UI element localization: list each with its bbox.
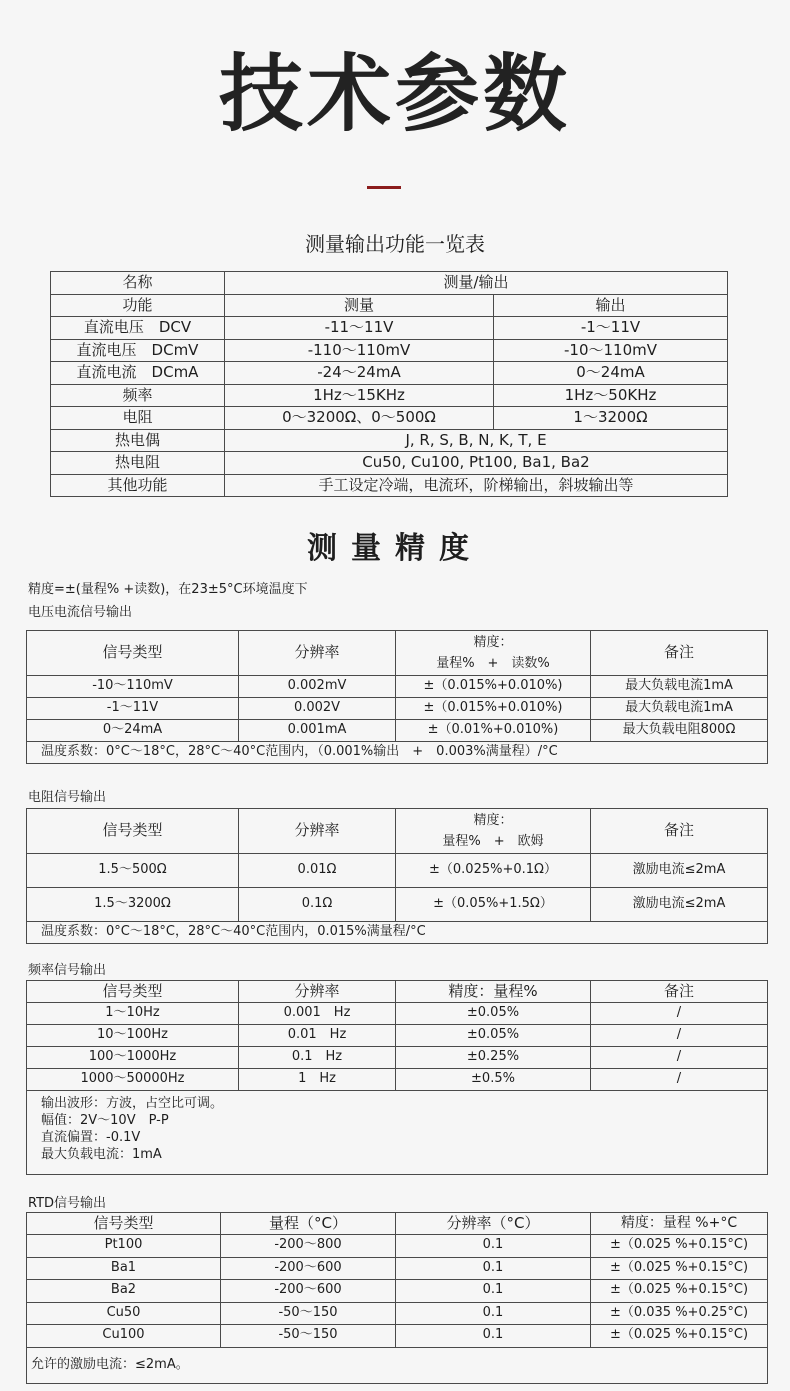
cell: ±0.5% — [396, 1069, 591, 1091]
cell: 1～3200Ω — [494, 407, 728, 430]
header-type: 信号类型 — [27, 981, 239, 1003]
voltage-current-table — [26, 630, 768, 764]
cell: 激励电流≤2mA — [591, 888, 768, 922]
table-row — [51, 407, 728, 430]
table-row — [27, 1347, 768, 1383]
resistance-label: 电阻信号输出 — [28, 790, 107, 805]
accuracy-formula: 精度=±(量程% +读数)，在23±5°C环境温度下 — [28, 582, 308, 597]
cell: 热电偶 — [51, 429, 225, 452]
cell: -50～150 — [221, 1302, 396, 1325]
header-resolution: 分辨率（°C） — [396, 1213, 591, 1235]
cell: ±（0.025%+0.1Ω） — [396, 854, 591, 888]
table-row — [27, 1069, 768, 1091]
table-row — [27, 922, 768, 944]
header-resolution: 分辨率 — [239, 981, 396, 1003]
cell: -11～11V — [225, 317, 494, 340]
cell: 0.1 — [396, 1235, 591, 1258]
table-row — [27, 698, 768, 720]
cell: 100～1000Hz — [27, 1047, 239, 1069]
table-row — [27, 981, 768, 1003]
table-row — [27, 676, 768, 698]
frequency-label: 频率信号输出 — [28, 963, 107, 978]
cell: 0.001mA — [239, 720, 396, 742]
cell: 电阻 — [51, 407, 225, 430]
cell: 0～24mA — [494, 362, 728, 385]
cell: ±（0.015%+0.010%) — [396, 698, 591, 720]
cell: 激励电流≤2mA — [591, 854, 768, 888]
cell: -1～11V — [494, 317, 728, 340]
cell: -200～800 — [221, 1235, 396, 1258]
cell: Cu50, Cu100, Pt100, Ba1, Ba2 — [225, 452, 728, 475]
cell: Cu100 — [27, 1325, 221, 1348]
function-table — [50, 271, 728, 497]
cell: ±0.05% — [396, 1003, 591, 1025]
header-type: 信号类型 — [27, 809, 239, 854]
cell: 直流电流 DCmA — [51, 362, 225, 385]
cell: -10～110mV — [27, 676, 239, 698]
cell: 0.01Ω — [239, 854, 396, 888]
cell: 1～10Hz — [27, 1003, 239, 1025]
cell: 其他功能 — [51, 474, 225, 497]
cell: / — [591, 1003, 768, 1025]
cell: 0～3200Ω、0～500Ω — [225, 407, 494, 430]
cell: 0.1 — [396, 1257, 591, 1280]
cell: 0.1 — [396, 1302, 591, 1325]
table-row — [51, 452, 728, 475]
header-name: 名称 — [51, 272, 225, 295]
excitation-current-note: 允许的激励电流：≤2mA。 — [27, 1347, 768, 1383]
header-output: 输出 — [494, 294, 728, 317]
rtd-table — [26, 1212, 768, 1384]
cell: -1～11V — [27, 698, 239, 720]
cell: 频率 — [51, 384, 225, 407]
cell: 最大负载电阻800Ω — [591, 720, 768, 742]
cell: 1 Hz — [239, 1069, 396, 1091]
table-row — [27, 1213, 768, 1235]
table-row — [27, 1003, 768, 1025]
temperature-coefficient: 温度系数：0°C～18°C，28°C～40°C范围内，（0.001%输出 + 0.003%满量程）/°C — [27, 742, 768, 764]
cell: ±（0.025 %+0.15°C) — [591, 1325, 768, 1348]
accuracy-title: 测量精度 — [307, 531, 483, 566]
header-resolution: 分辨率 — [239, 809, 396, 854]
cell: 0.01 Hz — [239, 1025, 396, 1047]
table-row — [27, 809, 768, 854]
cell: Ba2 — [27, 1280, 221, 1303]
cell: / — [591, 1025, 768, 1047]
table-row — [27, 1047, 768, 1069]
cell: 0.1Ω — [239, 888, 396, 922]
cell: -200～600 — [221, 1257, 396, 1280]
header-measure-output: 测量/输出 — [225, 272, 728, 295]
header-accuracy: 精度：量程% — [396, 981, 591, 1003]
cell: 1.5～3200Ω — [27, 888, 239, 922]
table-row — [51, 272, 728, 295]
cell: Pt100 — [27, 1235, 221, 1258]
table-row — [51, 384, 728, 407]
header-range: 量程（°C） — [221, 1213, 396, 1235]
table-row — [27, 1091, 768, 1175]
table-row — [27, 631, 768, 676]
header-accuracy: 精度： 量程% + 读数% — [396, 631, 591, 676]
cell: 0.002V — [239, 698, 396, 720]
cell: 1000～50000Hz — [27, 1069, 239, 1091]
rtd-label: RTD信号输出 — [28, 1196, 107, 1211]
voltage-current-label: 电压电流信号输出 — [28, 605, 133, 620]
cell: 10～100Hz — [27, 1025, 239, 1047]
page-title: 技术参数 — [218, 45, 571, 143]
cell: ±0.25% — [396, 1047, 591, 1069]
table-row — [27, 742, 768, 764]
cell: 0.1 — [396, 1325, 591, 1348]
output-waveform-notes: 输出波形：方波，占空比可调。 幅值：2V～10V P-P 直流偏置：-0.1V 最大负载电流：1mA — [27, 1091, 768, 1175]
table-row — [51, 339, 728, 362]
cell: ±（0.025 %+0.15°C) — [591, 1280, 768, 1303]
cell: 直流电压 DCmV — [51, 339, 225, 362]
cell: 1Hz～50KHz — [494, 384, 728, 407]
table-row — [27, 1302, 768, 1325]
cell: 1.5～500Ω — [27, 854, 239, 888]
cell: -200～600 — [221, 1280, 396, 1303]
table-row — [27, 1235, 768, 1258]
table-row — [27, 1025, 768, 1047]
cell: 热电阻 — [51, 452, 225, 475]
table-row — [27, 854, 768, 888]
cell: Ba1 — [27, 1257, 221, 1280]
table-row — [51, 362, 728, 385]
table-row — [51, 429, 728, 452]
frequency-table — [26, 980, 768, 1175]
cell: 最大负载电流1mA — [591, 676, 768, 698]
cell: ±（0.025 %+0.15°C) — [591, 1235, 768, 1258]
cell: ±0.05% — [396, 1025, 591, 1047]
cell: 0.1 — [396, 1280, 591, 1303]
header-function: 功能 — [51, 294, 225, 317]
cell: -10～110mV — [494, 339, 728, 362]
header-measure: 测量 — [225, 294, 494, 317]
cell: J, R, S, B, N, K, T, E — [225, 429, 728, 452]
header-accuracy: 精度： 量程% + 欧姆 — [396, 809, 591, 854]
cell: ±（0.035 %+0.25°C) — [591, 1302, 768, 1325]
header-accuracy: 精度：量程 %+°C — [591, 1213, 768, 1235]
cell: / — [591, 1047, 768, 1069]
temperature-coefficient: 温度系数：0°C～18°C，28°C～40°C范围内，0.015%满量程/°C — [27, 922, 768, 944]
accent-divider — [367, 186, 401, 189]
cell: 手工设定冷端，电流环，阶梯输出，斜坡输出等 — [225, 474, 728, 497]
table-row — [27, 1325, 768, 1348]
cell: 0.1 Hz — [239, 1047, 396, 1069]
table-row — [27, 720, 768, 742]
table-row — [51, 474, 728, 497]
cell: ±（0.01%+0.010%) — [396, 720, 591, 742]
header-note: 备注 — [591, 981, 768, 1003]
header-note: 备注 — [591, 809, 768, 854]
cell: 0.001 Hz — [239, 1003, 396, 1025]
table-row — [27, 888, 768, 922]
cell: -110～110mV — [225, 339, 494, 362]
cell: 0.002mV — [239, 676, 396, 698]
cell: 1Hz～15KHz — [225, 384, 494, 407]
header-note: 备注 — [591, 631, 768, 676]
table-row — [27, 1280, 768, 1303]
cell: Cu50 — [27, 1302, 221, 1325]
table-row — [27, 1257, 768, 1280]
cell: / — [591, 1069, 768, 1091]
cell: 直流电压 DCV — [51, 317, 225, 340]
cell: ±（0.025 %+0.15°C) — [591, 1257, 768, 1280]
header-resolution: 分辨率 — [239, 631, 396, 676]
header-type: 信号类型 — [27, 631, 239, 676]
cell: 0～24mA — [27, 720, 239, 742]
cell: -50～150 — [221, 1325, 396, 1348]
function-table-title: 测量输出功能一览表 — [305, 232, 485, 256]
resistance-table — [26, 808, 768, 944]
cell: -24～24mA — [225, 362, 494, 385]
cell: ±（0.05%+1.5Ω） — [396, 888, 591, 922]
header-type: 信号类型 — [27, 1213, 221, 1235]
table-row — [51, 294, 728, 317]
cell: 最大负载电流1mA — [591, 698, 768, 720]
table-row — [51, 317, 728, 340]
cell: ±（0.015%+0.010%) — [396, 676, 591, 698]
